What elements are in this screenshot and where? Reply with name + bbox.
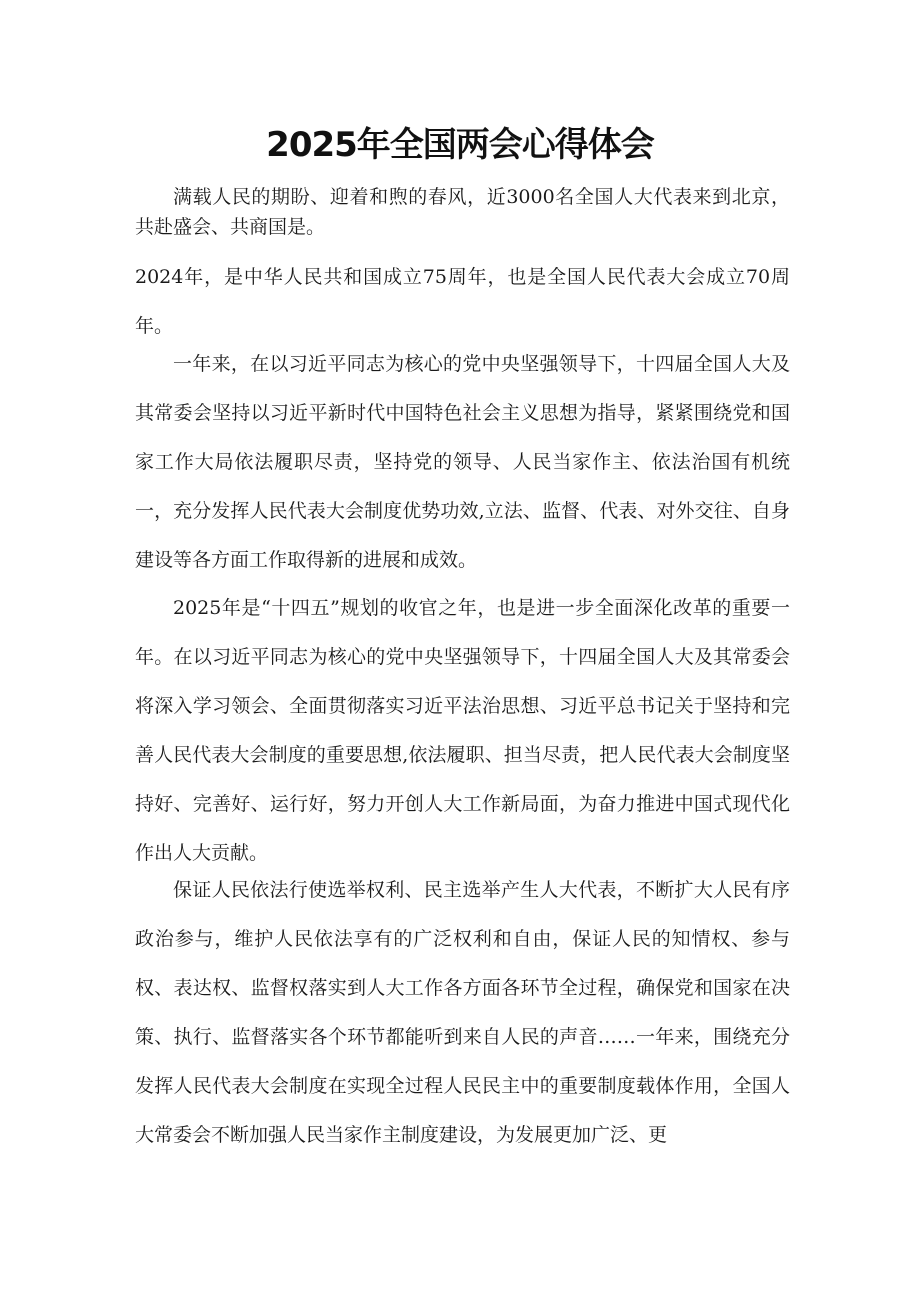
paragraph-2025-plan: 2025年是“十四五”规划的收官之年，也是进一步全面深化改革的重要一年。在以习近平同志为核心的党中央坚强领导下，十四届全国人大及其常委会将深入学习领会、全面贯彻落实习近平法治思想、习近平总书记关于坚持和完善人民代表大会制度的重要思想,依法履职、担当尽责，把人民代表大会制度坚持好、完善好、运行好，努力开创人大工作新局面，为奋力推进中国式现代化作出人大贡献。 — [135, 597, 790, 864]
paragraph-opening: 满载人民的期盼、迎着和煦的春风，近3000名全国人大代表来到北京，共赴盛会、共商国是。 — [135, 186, 790, 238]
paragraph-people-rights: 保证人民依法行使选举权利、民主选举产生人大代表，不断扩大人民有序政治参与，维护人民依法享有的广泛权利和自由，保证人民的知情权、参与权、表达权、监督权落实到人大工作各方面各环节全过程，确保党和国家在决策、执行、监督落实各个环节都能听到来自人民的声音……一年来，围绕充分发挥人民代表大会制度在实现全过程人民民主中的重要制度载体作用，全国人大常委会不断加强人民当家作主制度建设，为发展更加广泛、更 — [135, 879, 790, 1146]
paragraph-past-year: 一年来，在以习近平同志为核心的党中央坚强领导下，十四届全国人大及其常委会坚持以习近平新时代中国特色社会主义思想为指导，紧紧围绕党和国家工作大局依法履职尽责，坚持党的领导、人民当家作主、依法治国有机统一，充分发挥人民代表大会制度优势功效,立法、监督、代表、对外交往、自身建设等各方面工作取得新的进展和成效。 — [135, 353, 790, 571]
paragraph-anniversary: 2024年，是中华人民共和国成立75周年，也是全国人民代表大会成立70周年。 — [135, 266, 790, 337]
document-title: 2025年全国两会心得体会 — [266, 125, 654, 165]
